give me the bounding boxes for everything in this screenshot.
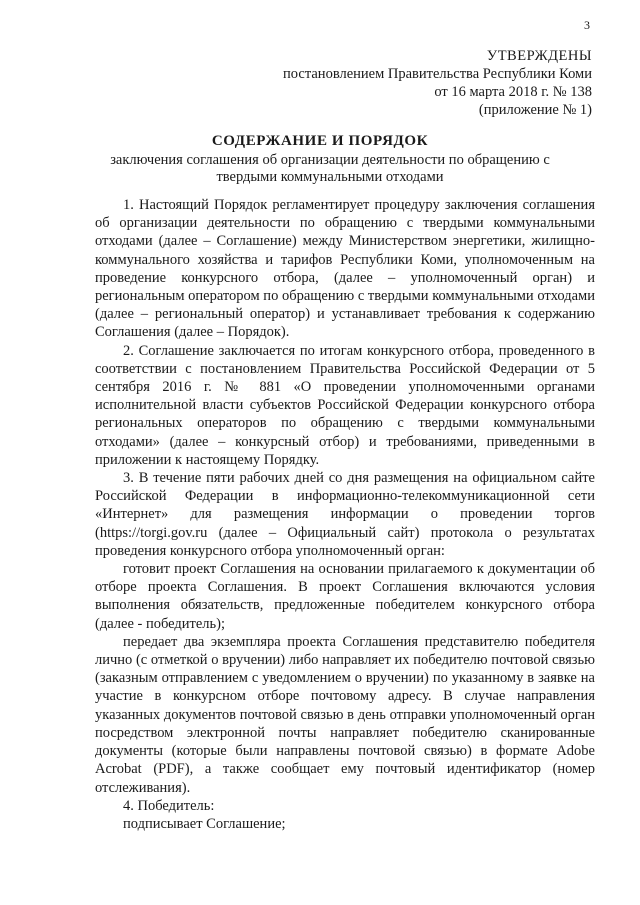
approval-block: [283, 47, 592, 119]
paragraph-3a: готовит проект Соглашения на основании прилагаемого к документации об отборе проекта Соглашения. В проект Соглашения включаются условия выполнения обязательств, предложенные победителем конкурсного отбора (далее - победитель);: [95, 561, 595, 632]
paragraph-4: 4. Победитель:: [123, 797, 215, 814]
approval-line-2: от 16 марта 2018 г. № 138: [434, 84, 592, 100]
approval-line-1: постановлением Правительства Республики Коми: [283, 66, 592, 82]
approval-stamp: УТВЕРЖДЕНЫ: [486, 48, 592, 64]
paragraph-4a: подписывает Соглашение;: [123, 815, 286, 832]
document-body: [95, 196, 595, 833]
document-subtitle: заключения соглашения об организации деятельности по обращению с твердыми коммунальными отходами: [110, 152, 550, 185]
paragraph-3b: передает два экземпляра проекта Соглашения представителю победителя лично (с отметкой о вручении) либо направляет их победителю почтовой связью (заказным отправлением с уведомлением о вручении) по указанному в заявке на участие в конкурсном отборе почтовому адресу. В случае направления указанных документов почтовой связью в день отправки уполномоченный орган посредством электронной почты направляет победителю сканированные документы (которые были направлены почтовой связью) в формате Adobe Acrobat (PDF), а также сообщает ему почтовый идентификатор (номер отслеживания).: [95, 633, 595, 796]
page-number: 3: [584, 18, 590, 32]
document-title: СОДЕРЖАНИЕ И ПОРЯДОК: [211, 133, 429, 149]
paragraph-1: 1. Настоящий Порядок регламентирует процедуру заключения соглашения об организации деятельности по обращению с твердыми коммунальными отходами (далее – Соглашение) между Министерством энергетики, жилищно-коммунального хозяйства и тарифов Республики Коми, уполномоченным на проведение конкурсного отбора, (далее – уполномоченный орган) и региональным оператором по обращению с твердыми коммунальными отходами (далее – региональный оператор) и устанавливает требования к содержанию Соглашения (далее – Порядок).: [95, 197, 595, 341]
paragraph-3: 3. В течение пяти рабочих дней со дня размещения на официальном сайте Российской Федерации в информационно-телекоммуникационной сети «Интернет» для размещения информации о проведении торгов (https://torgi.gov.ru (далее – Официальный сайт) протокола о результатах проведения конкурсного отбора уполномоченный орган:: [95, 470, 595, 559]
paragraph-2: 2. Соглашение заключается по итогам конкурсного отбора, проведенного в соответствии с постановлением Правительства Российской Федерации от 5 сентября 2016 г. № 881 «О проведении уполномоченными органами исполнительной власти субъектов Российской Федерации конкурсного отбора региональных операторов по обращению с твердыми коммунальными отходами» (далее – конкурсный отбор) и требованиями, приведенными в приложении к настоящему Порядку.: [95, 342, 595, 468]
approval-line-3: (приложение № 1): [478, 102, 592, 118]
